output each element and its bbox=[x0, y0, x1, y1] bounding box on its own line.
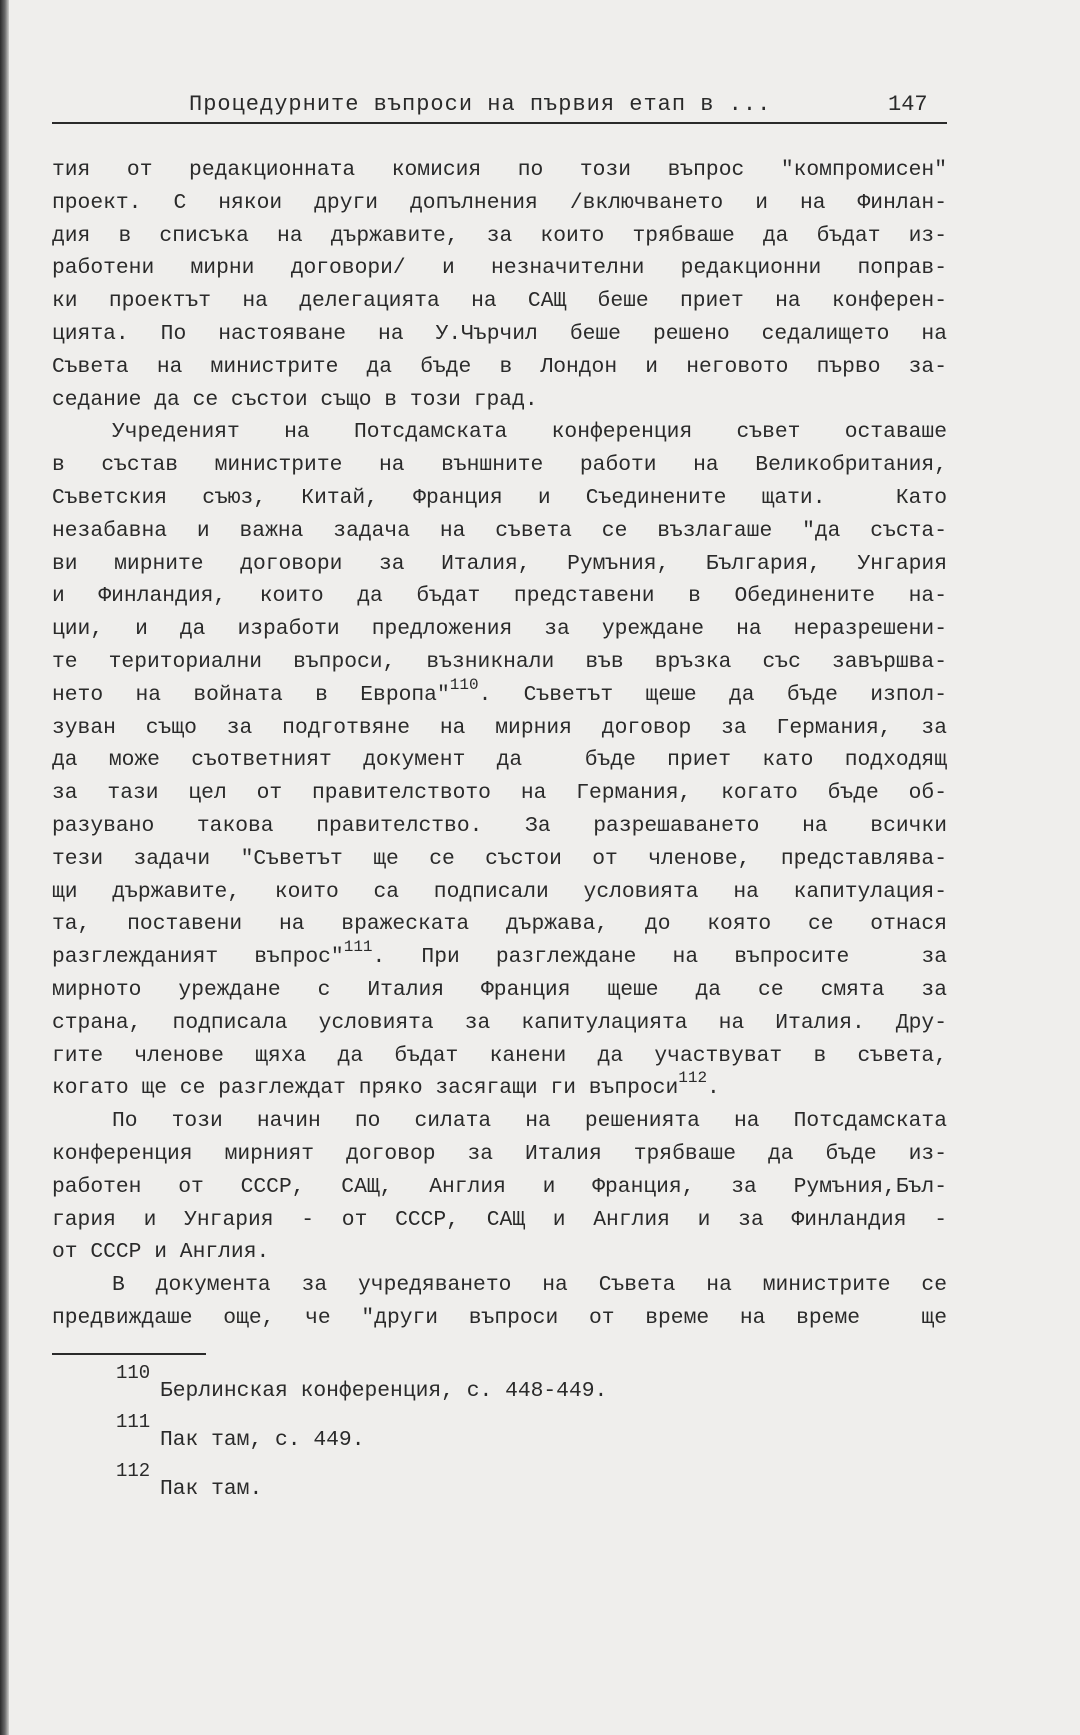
footnote bbox=[52, 1411, 947, 1460]
footnotes bbox=[52, 1362, 947, 1509]
text-line: та, поставени на вражеската държава, до която се отнася bbox=[52, 912, 947, 937]
text-line: страна, подписала условията за капитулацията на Италия. Дру- bbox=[52, 1010, 947, 1035]
text-line: да може съответният документ да бъде приет като подходящ bbox=[52, 748, 947, 773]
footnote-number: 111 bbox=[116, 1411, 151, 1433]
footnote bbox=[52, 1460, 947, 1509]
text-line: предвиждаше още, че "други въпроси от време на време ще bbox=[52, 1305, 947, 1330]
text-line: цията. По настояване на У.Чърчил беше решено седалището на bbox=[52, 321, 947, 346]
text-fragment: . bbox=[707, 1076, 720, 1101]
text-line: мирното уреждане с Италия Франция щеше да се смята за bbox=[52, 977, 947, 1002]
footnote-text: Пак там, с. 449. bbox=[160, 1428, 365, 1452]
text-line: в състав министрите на външните работи на Великобритания, bbox=[52, 453, 947, 478]
footnote-ref-111[interactable]: 111 bbox=[343, 938, 373, 957]
text-fragment: . При разглеждане на въпросите за bbox=[372, 945, 948, 970]
text-line: В документа за учредяването на Съвета на министрите се bbox=[112, 1273, 947, 1298]
text-line: за тази цел от правителството на Германия, когато бъде об- bbox=[52, 781, 947, 806]
page-number: 147 bbox=[888, 92, 928, 117]
text-line: гария и Унгария - от СССР, САЩ и Англия и за Финландия - bbox=[52, 1207, 947, 1232]
footnote-ref-112[interactable]: 112 bbox=[678, 1069, 708, 1088]
text-line: дия в списъка на държавите, за които трябваше да бъдат из- bbox=[52, 223, 947, 248]
text-line: ки проектът на делегацията на САЩ беше приет на конферен- bbox=[52, 289, 947, 314]
text-line: разувано такова правителство. За разрешаването на всички bbox=[52, 813, 947, 838]
text-line: зуван също за подготвяне на мирния договор за Германия, за bbox=[52, 715, 947, 740]
text-line: работен от СССР, САЩ, Англия и Франция, за Румъния,Бъл- bbox=[52, 1174, 947, 1199]
footnote-text: Берлинская конференция, с. 448-449. bbox=[160, 1379, 608, 1403]
text-line: Съвета на министрите да бъде в Лондон и неговото първо за- bbox=[52, 354, 947, 379]
text-line: По този начин по силата на решенията на Потсдамската bbox=[112, 1109, 947, 1134]
text-line: Съветския съюз, Китай, Франция и Съединените щати. Като bbox=[52, 485, 947, 510]
footnote-number: 110 bbox=[116, 1362, 151, 1384]
text-line: и Финландия, които да бъдат представени в Обединените на- bbox=[52, 584, 947, 609]
text-line bbox=[52, 938, 948, 974]
header-rule bbox=[52, 122, 947, 124]
text-line: тия от редакционната комисия по този въпрос "компромисен" bbox=[52, 158, 947, 182]
running-header bbox=[52, 92, 947, 124]
footnote-number: 112 bbox=[116, 1460, 151, 1482]
text-line: Учреденият на Потсдамската конференция съвет оставаше bbox=[112, 420, 947, 445]
text-line: ции, и да изработи предложения за уреждане на неразрешени- bbox=[52, 617, 947, 642]
footnote-rule bbox=[52, 1353, 206, 1355]
text-line: тези задачи "Съветът ще се състои от членове, представлява- bbox=[52, 846, 947, 871]
text-fragment: нето на войната в Европа" bbox=[52, 682, 450, 707]
text-line bbox=[52, 1069, 947, 1105]
footnote-text: Пак там. bbox=[160, 1477, 263, 1501]
text-line: те териториални въпроси, възникнали във връзка със завършва- bbox=[52, 649, 947, 674]
text-line: проект. С някои други допълнения /включването и на Финлан- bbox=[52, 190, 947, 215]
text-fragment: когато ще се разглеждат пряко засягащи ги въпроси bbox=[52, 1076, 679, 1101]
text-line: конференция мирният договор за Италия трябваше да бъде из- bbox=[52, 1141, 947, 1166]
text-line: седание да се състои също в този град. bbox=[52, 387, 538, 412]
text-line: гите членове щяха да бъдат канени да участвуват в съвета, bbox=[52, 1043, 947, 1068]
text-line: ви мирните договори за Италия, Румъния, България, Унгария bbox=[52, 551, 947, 576]
text-line: от СССР и Англия. bbox=[52, 1240, 270, 1265]
page-binding-shadow bbox=[0, 0, 9, 1735]
footnote bbox=[52, 1362, 947, 1411]
text-line: щи държавите, които са подписали условията на капитулация- bbox=[52, 879, 947, 904]
footnote-ref-110[interactable]: 110 bbox=[449, 675, 479, 694]
text-line: незабавна и важна задача на съвета се възлагаше "да съста- bbox=[52, 518, 947, 543]
body-text bbox=[52, 154, 947, 1335]
text-fragment: . Съветът щеше да бъде изпол- bbox=[478, 682, 947, 707]
text-line bbox=[52, 675, 947, 712]
text-fragment: разглежданият въпрос" bbox=[52, 945, 344, 970]
text-line: работени мирни договори/ и незначителни редакционни поправ- bbox=[52, 256, 947, 281]
running-title: Процедурните въпроси на първия етап в ... bbox=[189, 92, 772, 117]
